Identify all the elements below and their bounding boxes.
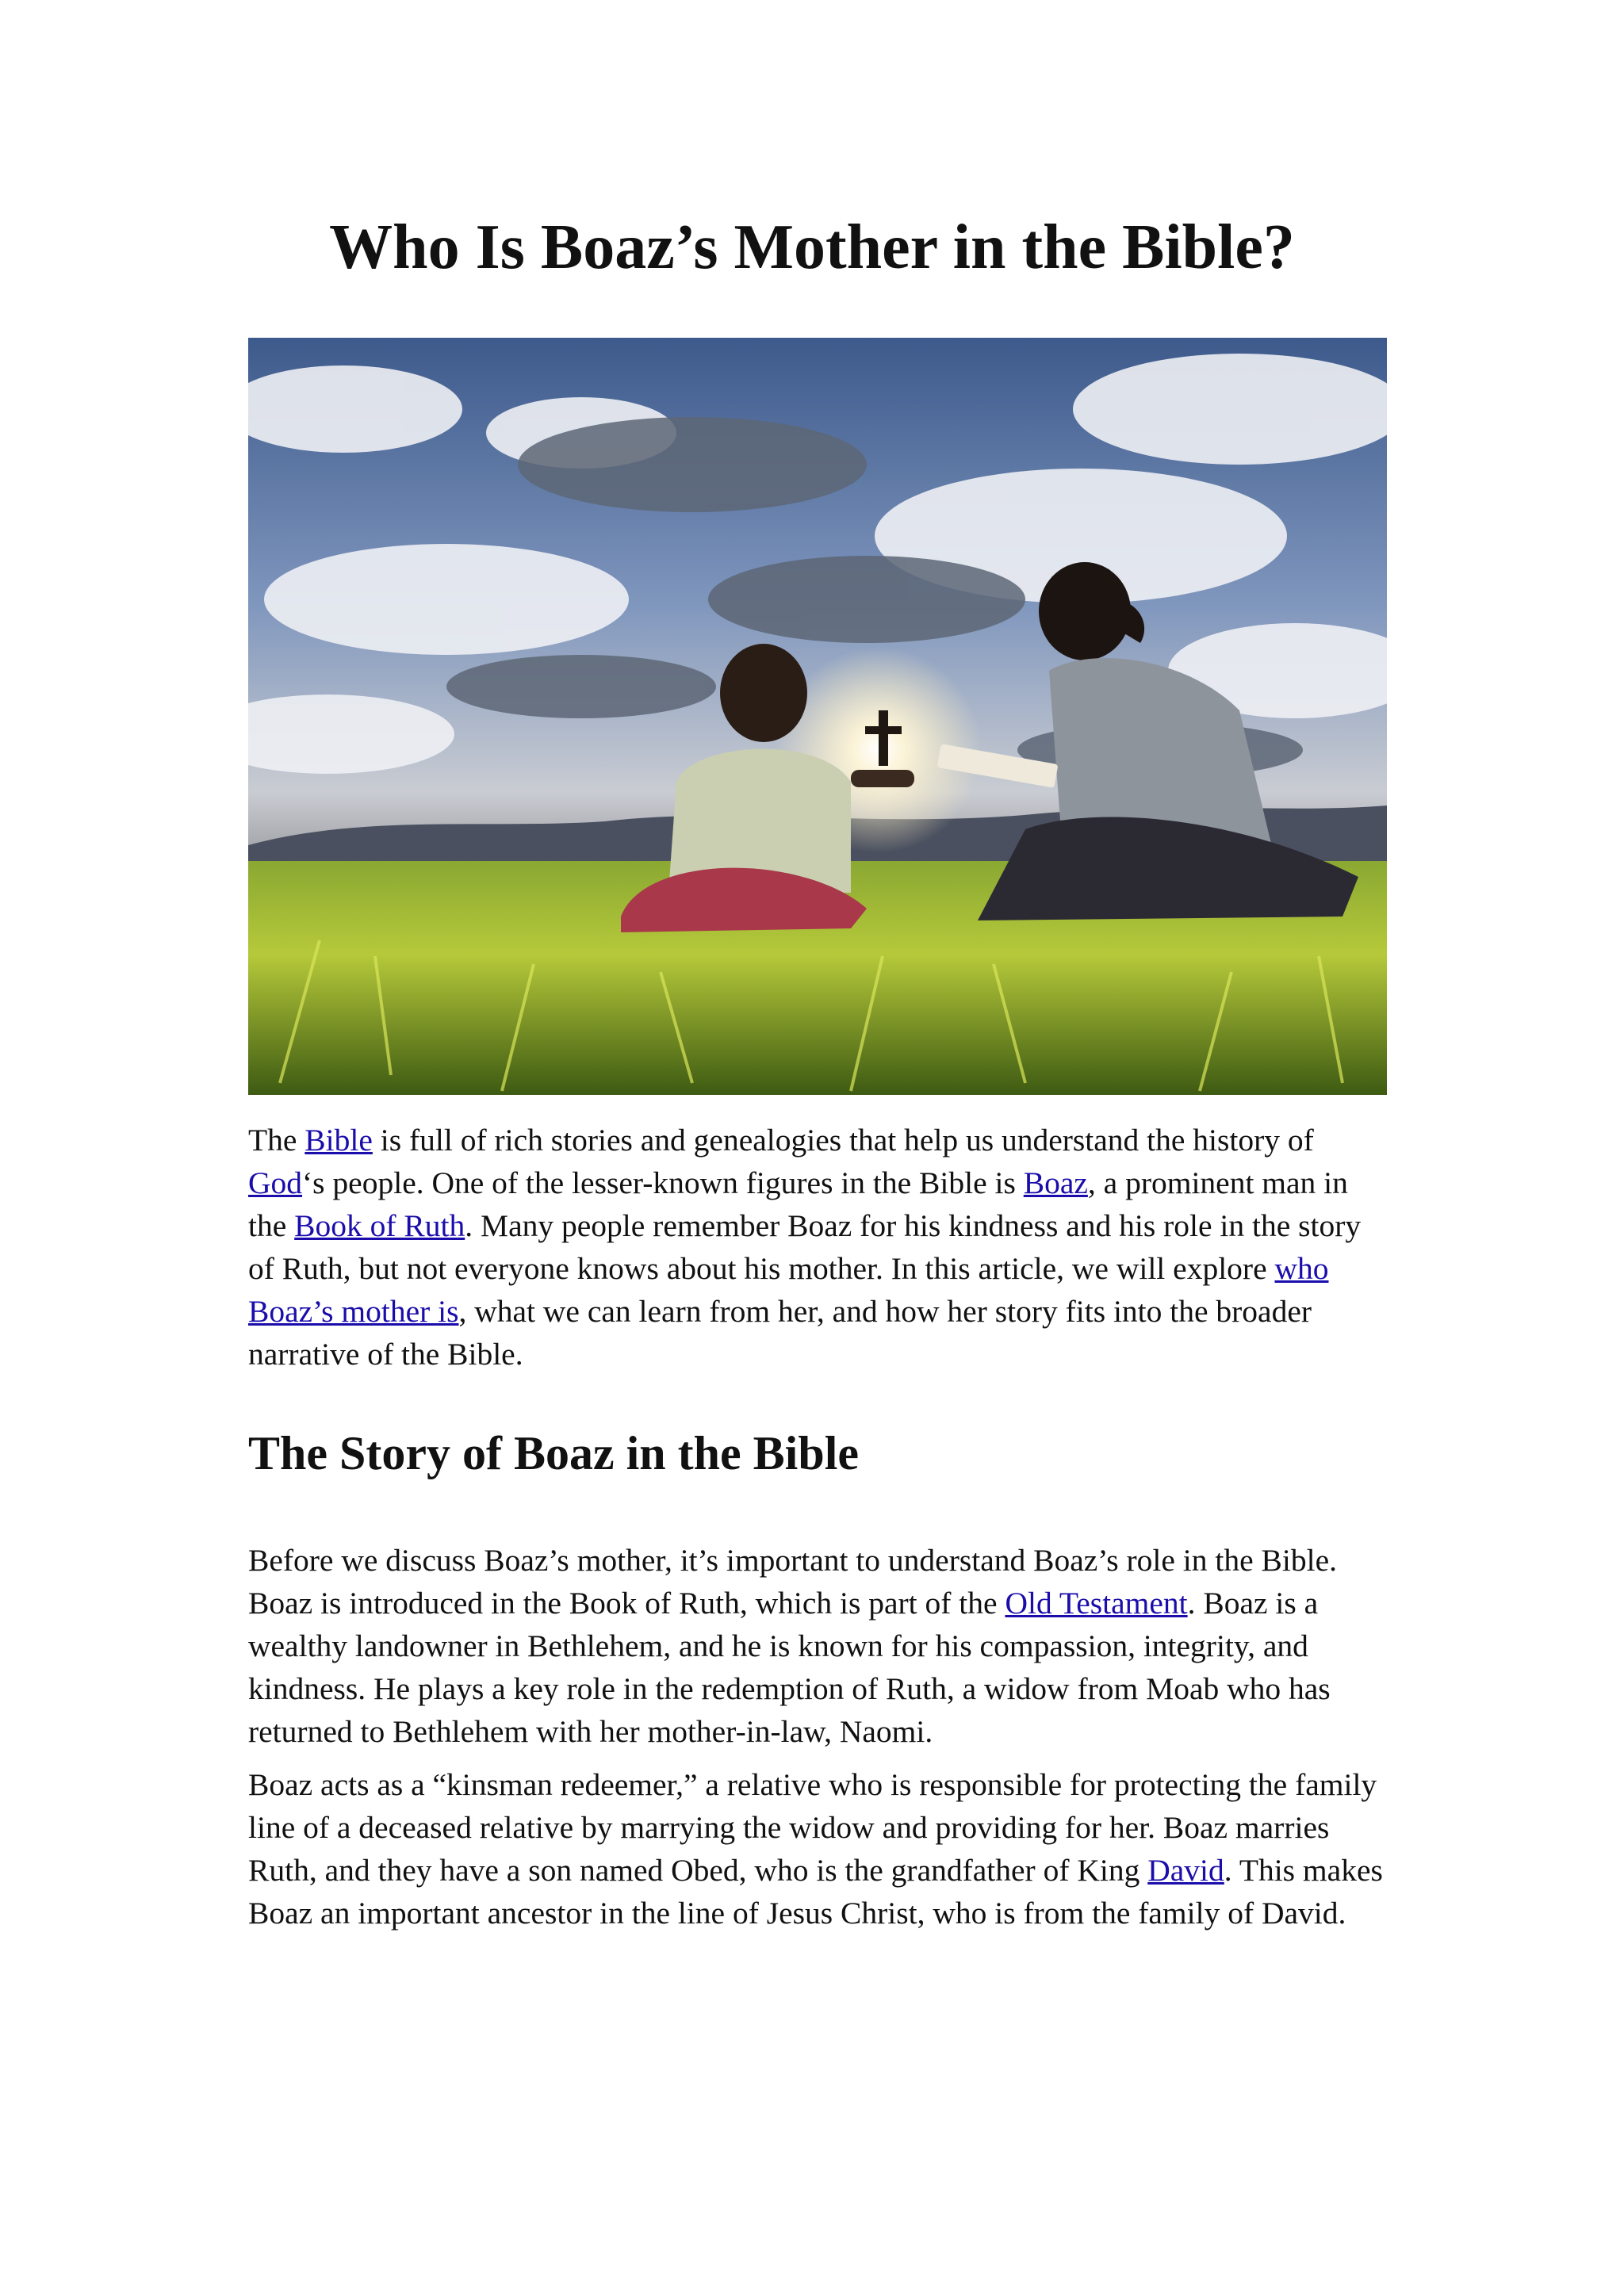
hero-image [248, 338, 1387, 1095]
page-title: Who Is Boaz’s Mother in the Bible? [329, 212, 1295, 282]
link-book-of-ruth[interactable]: Book of Ruth [294, 1208, 465, 1243]
link-david[interactable]: David [1147, 1853, 1224, 1888]
section-paragraph-1: Before we discuss Boaz’s mother, it’s important to understand Boaz’s role in the Bible. Boaz is introduced in the Book of Ruth, which is part of the Old Testament. Boaz is a wealthy landowner in Bethlehem, and he is known for his compassion, integrity, and kindness. He plays a key role in the redemption of Ruth, a widow from Moab who has returned to Bethlehem with her mother-in-law, Naomi. [248, 1543, 1337, 1749]
section-heading: The Story of Boaz in the Bible [248, 1427, 860, 1479]
link-boaz[interactable]: Boaz [1023, 1165, 1088, 1200]
link-bible[interactable]: Bible [304, 1123, 373, 1158]
section-paragraph-2: Boaz acts as a “kinsman redeemer,” a relative who is responsible for protecting the family line of a deceased relative by marrying the widow and providing for her. Boaz marries Ruth, and they have a son named Obed, who is the grandfather of King David. This makes Boaz an important ancestor in the line of Jesus Christ, who is from the family of David. [248, 1767, 1383, 1931]
link-old-testament[interactable]: Old Testament [1005, 1586, 1188, 1621]
intro-paragraph: The Bible is full of rich stories and genealogies that help us understand the history of God‘s people. One of the lesser-known figures in the Bible is Boaz, a prominent man in the Book of Ruth. Many people remember Boaz for his kindness and his role in the story of Ruth, but not everyone knows about his mother. In this article, we will explore who Boaz’s mother is, what we can learn from her, and how her story fits into the broader narrative of the Bible. [248, 1123, 1362, 1372]
link-who-boaz-mother-is[interactable]: who Boaz’s mother is [248, 1251, 1329, 1329]
link-god[interactable]: God [248, 1165, 303, 1200]
